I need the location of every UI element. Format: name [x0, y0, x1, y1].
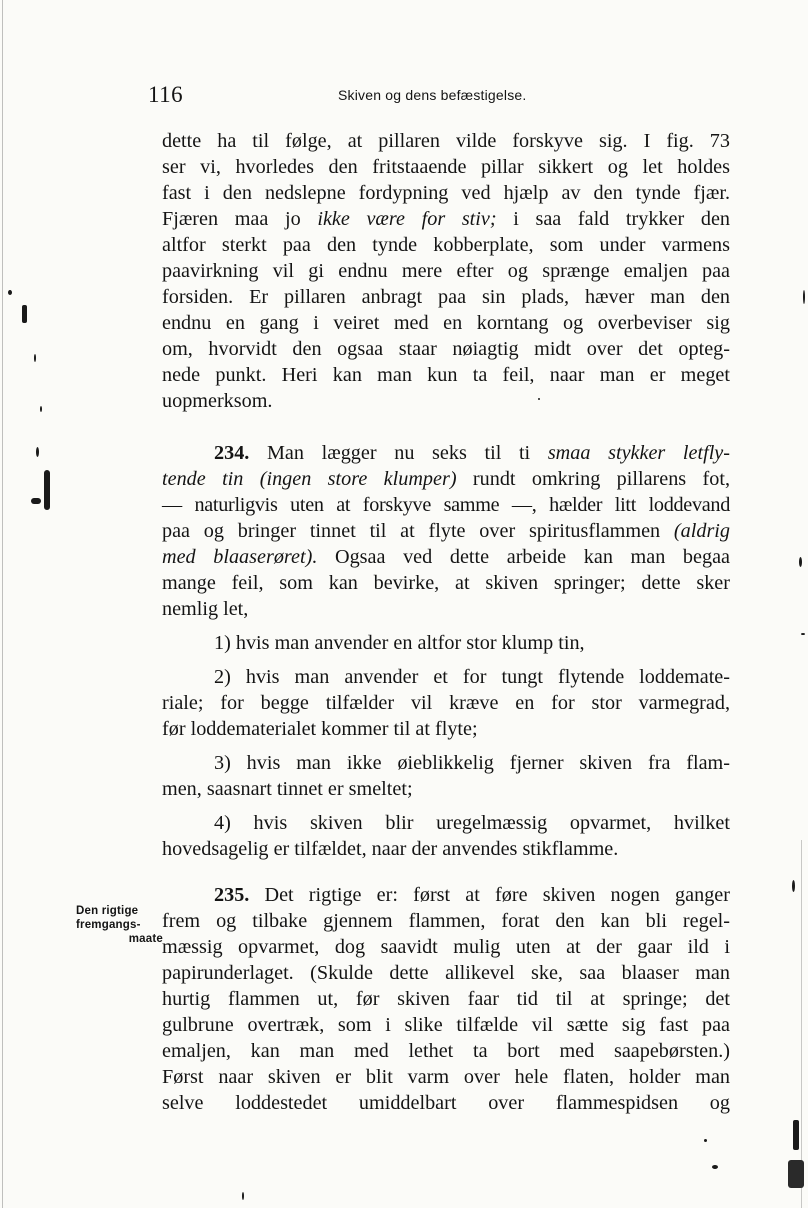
text-line: hovedsagelig er tilfældet, naar der anvendes stikflamme. — [162, 838, 619, 860]
text-line: nede punkt. Heri kan man kun ta feil, naar man er meget — [162, 364, 730, 386]
running-header — [148, 82, 558, 108]
paragraph-number: 234. — [214, 442, 250, 464]
italic-run: smaa stykker letfly- — [547, 442, 730, 464]
paragraph-number: 235. — [214, 884, 250, 906]
text-line: Først naar skiven er blit varm over hele flaten, holder man — [162, 1066, 730, 1088]
text-line: emaljen, kan man med lethet ta bort med saapebørsten.) — [162, 1040, 730, 1062]
text-line: gulbrune overtræk, som i slike tilfælde vil sætte sig fast paa — [162, 1014, 730, 1036]
scan-speck — [792, 880, 795, 892]
text-line: — naturligvis uten at forskyve samme —, hælder litt loddevand — [162, 494, 730, 516]
italic-run: med blaaserøret). — [162, 546, 318, 568]
scan-speck — [36, 447, 39, 457]
scan-speck — [31, 498, 41, 504]
text-run: Man lægger nu seks til ti — [249, 442, 548, 464]
paragraph-234 — [162, 440, 730, 622]
margin-note-line: fremgangs- — [76, 919, 141, 931]
scan-speck — [788, 1160, 804, 1188]
text-line: altfor sterkt paa den tynde kobberplate, som under varmens — [162, 234, 730, 256]
text-line: paavirkning vil gi endnu mere efter og sprænge emaljen paa — [162, 260, 730, 282]
text-line: forsiden. Er pillaren anbragt paa sin plads, hæver man den — [162, 286, 730, 308]
scan-speck — [8, 290, 12, 295]
text-run: Fjæren maa jo — [162, 208, 318, 230]
scan-speck — [22, 305, 27, 323]
margin-note — [76, 904, 163, 946]
list-item-2 — [162, 664, 730, 742]
scan-speck — [704, 1139, 707, 1142]
scan-speck — [793, 1120, 799, 1150]
text-line: dette ha til følge, at pillaren vilde forskyve sig. I fig. 73 — [162, 130, 730, 152]
italic-run: ikke være for stiv; — [317, 208, 497, 230]
italic-run: tende tin (ingen store klumper) — [162, 468, 457, 490]
text-line — [162, 466, 730, 492]
scan-speck — [799, 557, 802, 567]
text-run: paa og bringer tinnet til at flyte over spiritusflammen — [162, 520, 674, 542]
text-line — [162, 518, 730, 544]
scan-speck — [34, 354, 36, 362]
text-line: om, hvorvidt den ogsaa staar nøiagtig midt over det opteg- — [162, 338, 730, 360]
scan-speck — [803, 290, 805, 304]
text-run: Det rigtige er: først at føre skiven nogen ganger — [249, 884, 730, 906]
scan-speck — [40, 406, 42, 412]
text-line: endnu en gang i veiret med en korntang og overbeviser sig — [162, 312, 730, 334]
text-line — [162, 206, 730, 232]
text-line: uopmerksom. — [162, 390, 273, 412]
page-number: 116 — [148, 82, 184, 107]
text-line: nemlig let, — [162, 598, 249, 620]
scan-speck — [242, 1192, 244, 1200]
list-item-1 — [162, 630, 730, 656]
text-line: ser vi, hvorledes den fritstaaende pillar sikkert og let holdes — [162, 156, 730, 178]
scan-edge-right — [801, 840, 802, 1208]
text-run: rundt omkring pillarens fot, — [456, 468, 730, 490]
text-line: selve loddestedet umiddelbart over flammespidsen og — [162, 1092, 730, 1114]
text-line: 3) hvis man ikke øieblikkelig fjerner skiven fra flam- — [214, 752, 730, 774]
paragraph-235 — [162, 882, 730, 1116]
text-line: papirunderlaget. (Skulde dette allikevel ske, saa blaaser man — [162, 962, 730, 984]
text-line: mæssig opvarmet, dog saavidt mulig uten at der gaar ild i — [162, 936, 730, 958]
scan-speck — [712, 1165, 718, 1169]
text-line: frem og tilbake gjennem flammen, forat den kan bli regel- — [162, 910, 730, 932]
text-line — [162, 882, 730, 908]
scan-speck — [44, 470, 50, 510]
margin-note-line: maate — [128, 933, 163, 945]
list-item-3 — [162, 750, 730, 802]
text-run: Ogsaa ved dette arbeide kan man begaa — [317, 546, 731, 568]
text-line: før loddematerialet kommer til at flyte; — [162, 718, 478, 740]
italic-run: (aldrig — [673, 520, 730, 542]
text-line: 2) hvis man anvender et for tungt flytende loddemate- — [214, 666, 730, 688]
text-line: 4) hvis skiven blir uregelmæssig opvarmet, hvilket — [214, 812, 730, 834]
text-line: 1) hvis man anvender en altfor stor klump tin, — [214, 632, 585, 654]
scan-speck — [801, 633, 805, 635]
text-line: riale; for begge tilfælder vil kræve en for stor varmegrad, — [162, 692, 730, 714]
text-line: hurtig flammen ut, før skiven faar tid til at springe; det — [162, 988, 730, 1010]
paragraph-continuation — [162, 128, 730, 414]
text-line — [162, 544, 730, 570]
text-line: fast i den nedslepne fordypning ved hjælp av den tynde fjær. — [162, 182, 730, 204]
body-text — [162, 128, 730, 1116]
scan-edge-left — [2, 0, 3, 1208]
text-line: men, saasnart tinnet er smeltet; — [162, 778, 413, 800]
margin-note-line: Den rigtige — [76, 905, 139, 917]
text-run: i saa fald trykker den — [496, 208, 731, 230]
running-title: Skiven og dens befæstigelse. — [338, 87, 527, 103]
text-line: mange feil, som kan bevirke, at skiven springer; dette sker — [162, 572, 730, 594]
list-item-4 — [162, 810, 730, 862]
text-line — [162, 440, 730, 466]
